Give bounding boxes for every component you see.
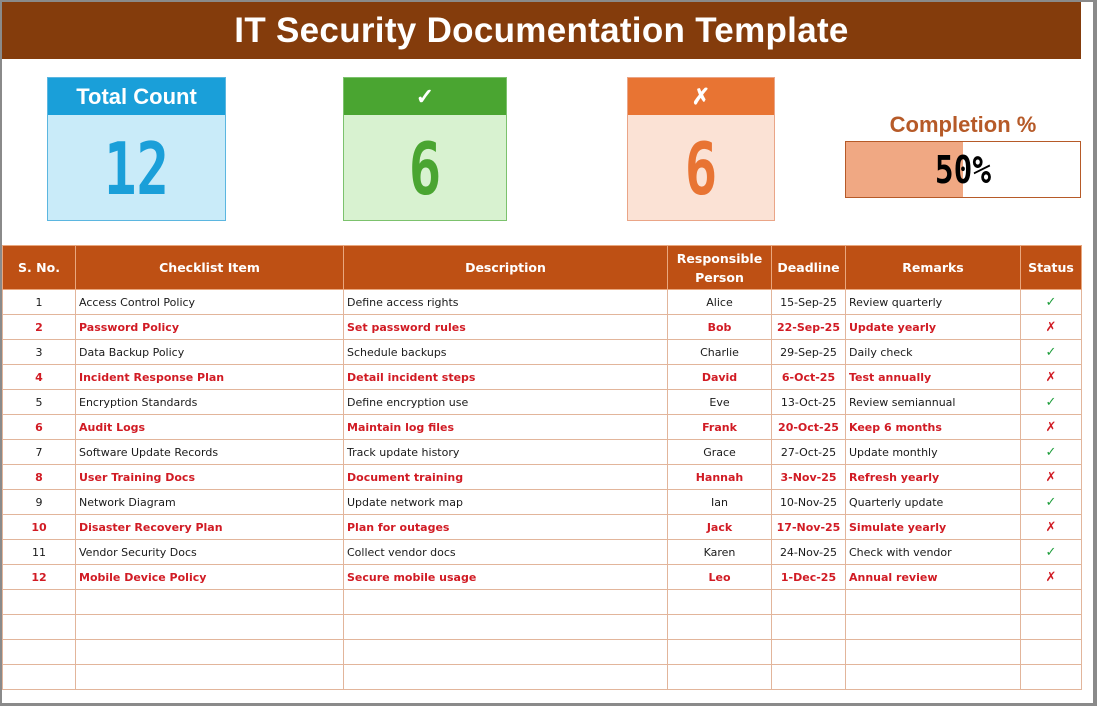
cell-sno[interactable]: 6 [3,415,76,440]
cell-sno[interactable]: 4 [3,365,76,390]
column-header-description[interactable]: Description [344,246,668,290]
cell-checklist-item[interactable]: Network Diagram [76,490,344,515]
cell-deadline[interactable]: 3-Nov-25 [772,465,846,490]
cell-sno[interactable]: 9 [3,490,76,515]
empty-cell[interactable] [772,615,846,640]
cell-responsible-person[interactable]: David [668,365,772,390]
cell-description[interactable]: Maintain log files [344,415,668,440]
cell-responsible-person[interactable]: Eve [668,390,772,415]
empty-cell[interactable] [76,590,344,615]
cell-description[interactable]: Define access rights [344,290,668,315]
cross-icon: ✗ [628,78,774,115]
cell-sno[interactable]: 1 [3,290,76,315]
cell-checklist-item[interactable]: Encryption Standards [76,390,344,415]
empty-table-row [3,665,1082,690]
cell-checklist-item[interactable]: Audit Logs [76,415,344,440]
cell-checklist-item[interactable]: Incident Response Plan [76,365,344,390]
table-row [3,565,1082,590]
completion-label: Completion % [889,112,1037,137]
table-row [3,390,1082,415]
empty-cell[interactable] [1021,665,1082,690]
cell-deadline[interactable]: 1-Dec-25 [772,565,846,590]
cross-icon[interactable]: ✗ [1021,465,1082,490]
check-icon[interactable]: ✓ [1021,340,1082,365]
cell-remarks[interactable]: Keep 6 months [846,415,1021,440]
cell-responsible-person[interactable]: Jack [668,515,772,540]
empty-cell[interactable] [772,590,846,615]
cell-remarks[interactable]: Update yearly [846,315,1021,340]
column-header-checklist-item[interactable]: Checklist Item [76,246,344,290]
cell-description[interactable]: Set password rules [344,315,668,340]
cell-deadline[interactable]: 13-Oct-25 [772,390,846,415]
column-header-remarks[interactable]: Remarks [846,246,1021,290]
check-icon: ✓ [344,78,506,115]
cell-remarks[interactable]: Daily check [846,340,1021,365]
cell-description[interactable]: Collect vendor docs [344,540,668,565]
cell-remarks[interactable]: Quarterly update [846,490,1021,515]
empty-cell[interactable] [772,665,846,690]
cell-deadline[interactable]: 10-Nov-25 [772,490,846,515]
cross-icon[interactable]: ✗ [1021,415,1082,440]
cell-responsible-person[interactable]: Leo [668,565,772,590]
cell-sno[interactable]: 8 [3,465,76,490]
cell-description[interactable]: Document training [344,465,668,490]
cell-remarks[interactable]: Annual review [846,565,1021,590]
cross-icon[interactable]: ✗ [1021,315,1082,340]
cell-checklist-item[interactable]: Software Update Records [76,440,344,465]
total-count-label: Total Count [48,78,225,115]
empty-cell[interactable] [846,640,1021,665]
empty-cell[interactable] [3,640,76,665]
cell-description[interactable]: Plan for outages [344,515,668,540]
cell-deadline[interactable]: 15-Sep-25 [772,290,846,315]
empty-cell[interactable] [344,615,668,640]
cell-sno[interactable]: 3 [3,340,76,365]
cell-responsible-person[interactable]: Alice [668,290,772,315]
total-count-value: 12 [103,126,170,211]
empty-cell[interactable] [76,640,344,665]
column-header-responsible-person[interactable]: Responsible Person [668,246,772,290]
cell-responsible-person[interactable]: Grace [668,440,772,465]
empty-cell[interactable] [76,665,344,690]
cell-responsible-person[interactable]: Frank [668,415,772,440]
cell-checklist-item[interactable]: Password Policy [76,315,344,340]
cell-remarks[interactable]: Simulate yearly [846,515,1021,540]
column-header-status[interactable]: Status [1021,246,1082,290]
cell-description[interactable]: Secure mobile usage [344,565,668,590]
completed-count-value: 6 [408,126,442,211]
table-row [3,290,1082,315]
empty-table-row [3,590,1082,615]
cell-sno[interactable]: 7 [3,440,76,465]
cell-description[interactable]: Track update history [344,440,668,465]
table-header-row [3,246,1082,290]
completion-progress-bar [845,141,1081,198]
empty-cell[interactable] [1021,640,1082,665]
cell-deadline[interactable]: 17-Nov-25 [772,515,846,540]
cell-deadline[interactable]: 27-Oct-25 [772,440,846,465]
check-icon[interactable]: ✓ [1021,490,1082,515]
cell-sno[interactable]: 12 [3,565,76,590]
page-title: IT Security Documentation Template [2,2,1081,59]
cell-deadline[interactable]: 6-Oct-25 [772,365,846,390]
total-count-card [47,77,226,221]
check-icon[interactable]: ✓ [1021,440,1082,465]
empty-cell[interactable] [668,665,772,690]
cell-remarks[interactable]: Update monthly [846,440,1021,465]
empty-table-row [3,640,1082,665]
completion-value: 50% [934,147,992,192]
window-frame-right [1093,0,1097,706]
empty-table-row [3,615,1082,640]
cell-checklist-item[interactable]: Vendor Security Docs [76,540,344,565]
table-row [3,315,1082,340]
cell-deadline[interactable]: 22-Sep-25 [772,315,846,340]
empty-cell[interactable] [846,615,1021,640]
cell-checklist-item[interactable]: Data Backup Policy [76,340,344,365]
cell-checklist-item[interactable]: Disaster Recovery Plan [76,515,344,540]
table-row [3,440,1082,465]
empty-cell[interactable] [668,615,772,640]
table-row [3,340,1082,365]
pending-count-card [627,77,775,221]
table-row [3,540,1082,565]
cell-sno[interactable]: 10 [3,515,76,540]
check-icon[interactable]: ✓ [1021,540,1082,565]
cell-sno[interactable]: 5 [3,390,76,415]
cross-icon[interactable]: ✗ [1021,365,1082,390]
cross-icon[interactable]: ✗ [1021,565,1082,590]
check-icon[interactable]: ✓ [1021,390,1082,415]
cell-deadline[interactable]: 29-Sep-25 [772,340,846,365]
cell-responsible-person[interactable]: Ian [668,490,772,515]
empty-cell[interactable] [3,615,76,640]
cross-icon[interactable]: ✗ [1021,515,1082,540]
empty-cell[interactable] [846,665,1021,690]
cell-remarks[interactable]: Check with vendor [846,540,1021,565]
cell-checklist-item[interactable]: Access Control Policy [76,290,344,315]
empty-cell[interactable] [668,640,772,665]
cell-responsible-person[interactable]: Charlie [668,340,772,365]
cell-responsible-person[interactable]: Bob [668,315,772,340]
table-row [3,415,1082,440]
cell-remarks[interactable]: Review semiannual [846,390,1021,415]
checklist-table [2,245,1082,690]
cell-remarks[interactable]: Review quarterly [846,290,1021,315]
cell-remarks[interactable]: Test annually [846,365,1021,390]
cell-checklist-item[interactable]: User Training Docs [76,465,344,490]
cell-responsible-person[interactable]: Karen [668,540,772,565]
empty-cell[interactable] [772,640,846,665]
empty-cell[interactable] [344,665,668,690]
cell-description[interactable]: Update network map [344,490,668,515]
cell-description[interactable]: Define encryption use [344,390,668,415]
empty-cell[interactable] [344,590,668,615]
check-icon[interactable]: ✓ [1021,290,1082,315]
empty-cell[interactable] [668,590,772,615]
cell-deadline[interactable]: 20-Oct-25 [772,415,846,440]
table-row [3,515,1082,540]
column-header-deadline[interactable]: Deadline [772,246,846,290]
cell-sno[interactable]: 11 [3,540,76,565]
empty-cell[interactable] [1021,590,1082,615]
empty-cell[interactable] [3,590,76,615]
cell-deadline[interactable]: 24-Nov-25 [772,540,846,565]
table-row [3,465,1082,490]
empty-cell[interactable] [344,640,668,665]
cell-description[interactable]: Detail incident steps [344,365,668,390]
completed-count-card [343,77,507,221]
cell-sno[interactable]: 2 [3,315,76,340]
cell-responsible-person[interactable]: Hannah [668,465,772,490]
cell-remarks[interactable]: Refresh yearly [846,465,1021,490]
empty-cell[interactable] [76,615,344,640]
empty-cell[interactable] [3,665,76,690]
table-row [3,365,1082,390]
cell-description[interactable]: Schedule backups [344,340,668,365]
column-header-sno[interactable]: S. No. [3,246,76,290]
empty-cell[interactable] [846,590,1021,615]
cell-checklist-item[interactable]: Mobile Device Policy [76,565,344,590]
empty-cell[interactable] [1021,615,1082,640]
pending-count-value: 6 [684,126,718,211]
table-row [3,490,1082,515]
